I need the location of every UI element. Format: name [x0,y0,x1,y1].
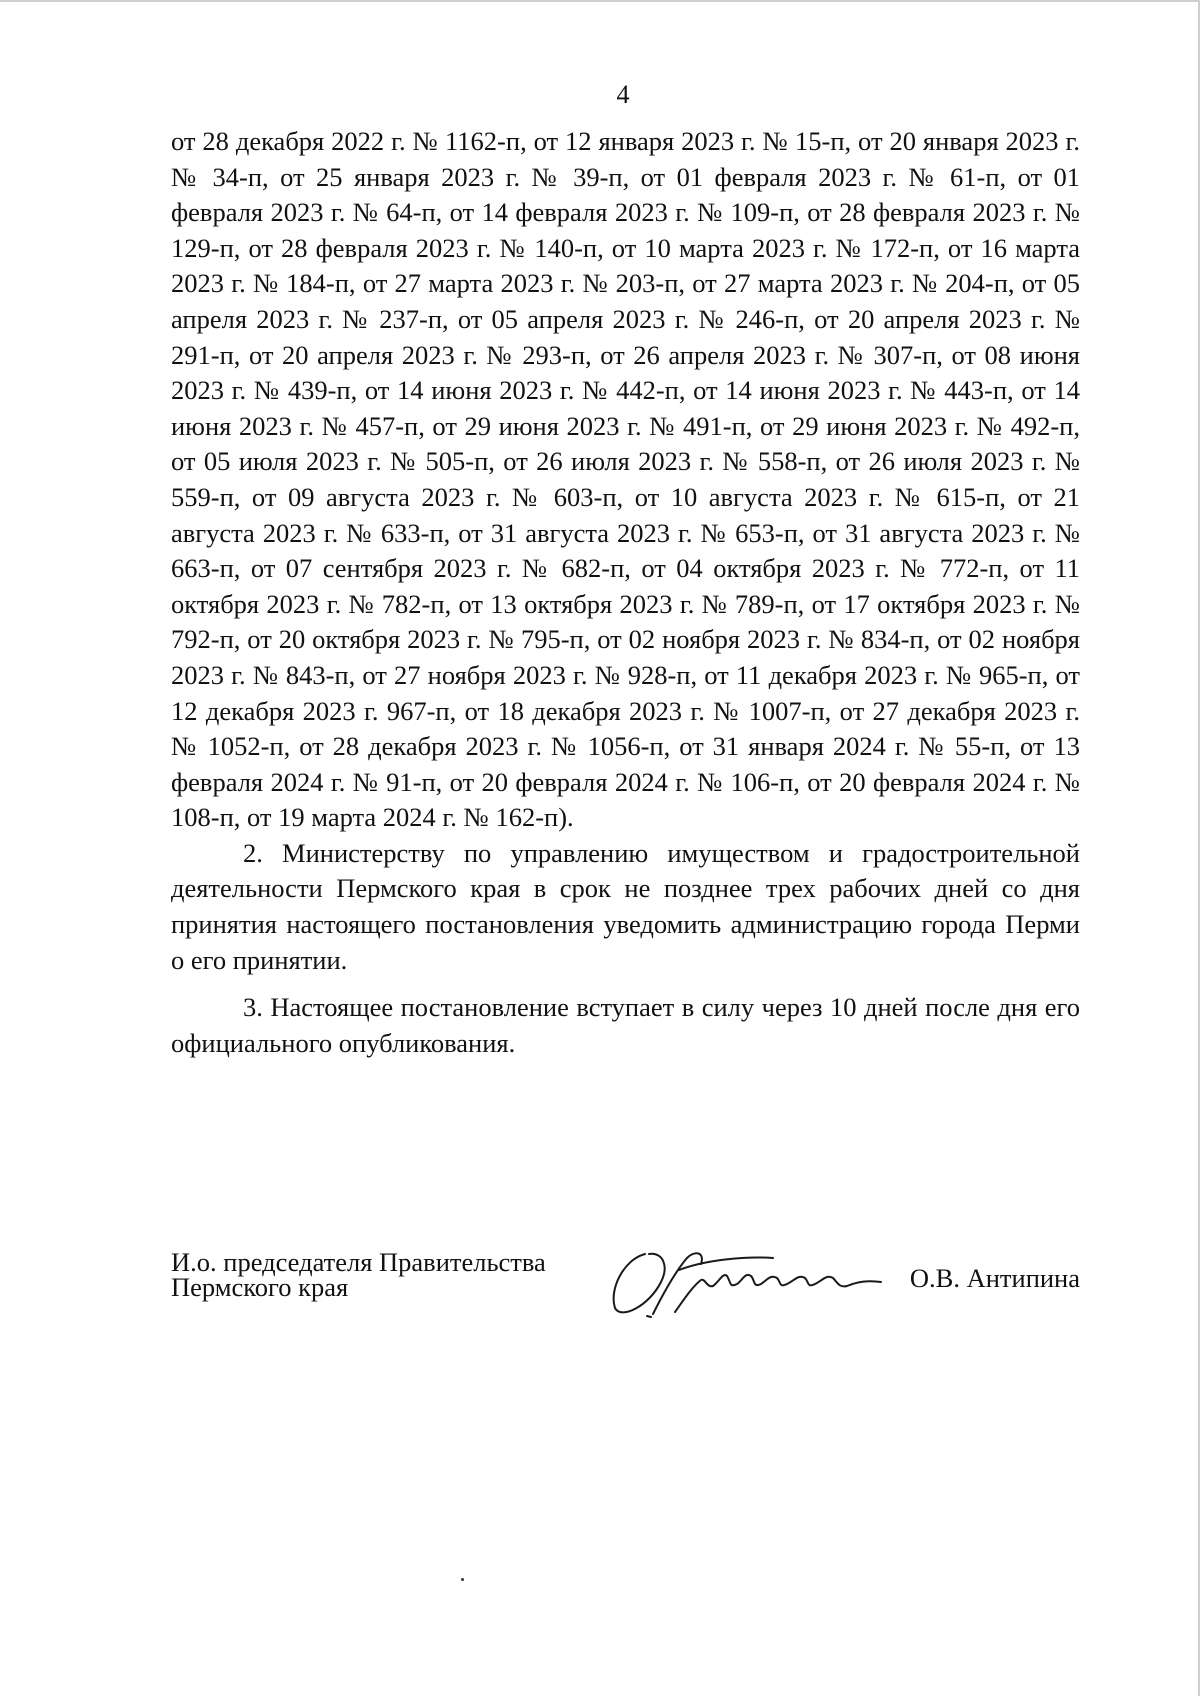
scan-edge [0,0,1200,2]
continuation-paragraph: от 28 декабря 2022 г. № 1162-п, от 12 января 2023 г. № 15-п, от 20 января 2023 г. № 34-п, от 25 января 2023 г. № 39-п, от 01 февраля 2023 г. № 61-п, от 01 февраля 2023 г. № 64-п, от 14 февраля 2023 г. № 109-п, от 28 февраля 2023 г. № 129-п, от 28 февраля 2023 г. № 140-п, от 10 марта 2023 г. № 172-п, от 16 марта 2023 г. № 184-п, от 27 марта 2023 г. № 203-п, от 27 марта 2023 г. № 204-п, от 05 апреля 2023 г. № 237-п, от 05 апреля 2023 г. № 246-п, от 20 апреля 2023 г. № 291-п, от 20 апреля 2023 г. № 293-п, от 26 апреля 2023 г. № 307-п, от 08 июня 2023 г. № 439-п, от 14 июня 2023 г. № 442-п, от 14 июня 2023 г. № 443-п, от 14 июня 2023 г. № 457-п, от 29 июня 2023 г. № 491-п, от 29 июня 2023 г. № 492-п, от 05 июля 2023 г. № 505-п, от 26 июля 2023 г. № 558-п, от 26 июля 2023 г. № 559-п, от 09 августа 2023 г. № 603-п, от 10 августа 2023 г. № 615-п, от 21 августа 2023 г. № 633-п, от 31 августа 2023 г. № 653-п, от 31 августа 2023 г. № 663-п, от 07 сентября 2023 г. № 682-п, от 04 октября 2023 г. № 772-п, от 11 октября 2023 г. № 782-п, от 13 октября 2023 г. № 789-п, от 17 октября 2023 г. № 792-п, от 20 октября 2023 г. № 795-п, от 02 ноября 2023 г. № 834-п, от 02 ноября 2023 г. № 843-п, от 27 ноября 2023 г. № 928-п, от 11 декабря 2023 г. № 965-п, от 12 декабря 2023 г. 967-п, от 18 декабря 2023 г. № 1007-п, от 27 декабря 2023 г. № 1052-п, от 28 декабря 2023 г. № 1056-п, от 31 января 2024 г. № 55-п, от 13 февраля 2024 г. № 91-п, от 20 февраля 2024 г. № 106-п, от 20 февраля 2024 г. № 108-п, от 19 марта 2024 г. № 162-п). [171,126,1080,833]
clause-3-paragraph: 3. Настоящее постановление вступает в силу через 10 дней после дня его официального опубликования. [171,992,1080,1058]
signatory-position [171,1247,546,1302]
clause-2-paragraph: 2. Министерству по управлению имуществом и градостроительной деятельности Пермского края в срок не позднее трех рабочих дней со дня принятия настоящего постановления уведомить администрацию города Перми о его принятии. [171,837,1080,975]
signature-block [171,1247,1080,1330]
handwritten-signature [605,1242,895,1320]
document-body [171,124,1080,1061]
signatory-name: О.В. Антипина [909,1263,1080,1293]
page-number: 4 [616,80,630,109]
signatory-position-line: И.о. председателя Правительства [171,1247,546,1277]
signatory-position-line: Пермского края [171,1272,349,1302]
scan-speck [461,1578,464,1581]
